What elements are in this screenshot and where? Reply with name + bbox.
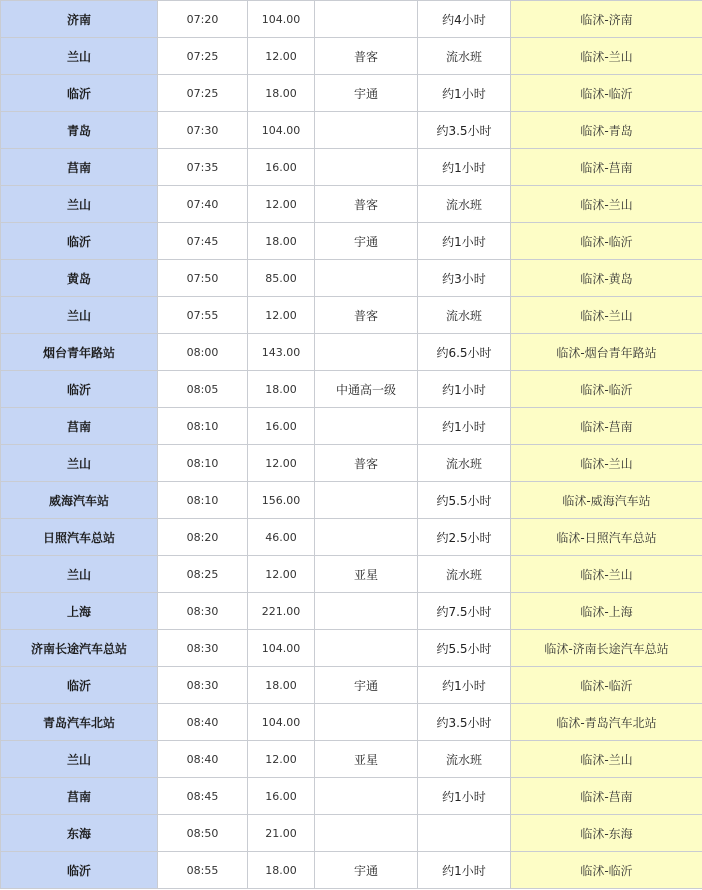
fare-cell: 104.00 (248, 630, 315, 667)
route-cell: 临沭-东海 (511, 815, 702, 852)
fare-cell: 104.00 (248, 704, 315, 741)
destination-cell: 兰山 (1, 445, 158, 482)
route-cell: 临沭-临沂 (511, 371, 702, 408)
departure-time-cell: 08:25 (158, 556, 248, 593)
bus-type-cell: 亚星 (315, 741, 418, 778)
fare-cell: 156.00 (248, 482, 315, 519)
duration-cell (418, 815, 511, 852)
schedule-body (1, 1, 702, 889)
bus-type-cell (315, 408, 418, 445)
table-row (1, 75, 702, 112)
departure-time-cell: 08:10 (158, 408, 248, 445)
destination-cell: 兰山 (1, 556, 158, 593)
duration-cell: 约1小时 (418, 75, 511, 112)
departure-time-cell: 07:25 (158, 38, 248, 75)
bus-type-cell: 普客 (315, 445, 418, 482)
bus-type-cell (315, 334, 418, 371)
duration-cell: 约1小时 (418, 852, 511, 889)
bus-type-cell: 宇通 (315, 667, 418, 704)
table-row (1, 297, 702, 334)
departure-time-cell: 07:50 (158, 260, 248, 297)
destination-cell: 临沂 (1, 667, 158, 704)
fare-cell: 18.00 (248, 852, 315, 889)
table-row (1, 1, 702, 38)
bus-type-cell (315, 112, 418, 149)
fare-cell: 12.00 (248, 445, 315, 482)
duration-cell: 约1小时 (418, 223, 511, 260)
bus-type-cell: 亚星 (315, 556, 418, 593)
fare-cell: 16.00 (248, 778, 315, 815)
table-row (1, 815, 702, 852)
duration-cell: 约6.5小时 (418, 334, 511, 371)
duration-cell: 约7.5小时 (418, 593, 511, 630)
destination-cell: 莒南 (1, 778, 158, 815)
duration-cell: 流水班 (418, 38, 511, 75)
destination-cell: 临沂 (1, 852, 158, 889)
departure-time-cell: 08:00 (158, 334, 248, 371)
fare-cell: 12.00 (248, 741, 315, 778)
route-cell: 临沭-莒南 (511, 778, 702, 815)
departure-time-cell: 08:30 (158, 593, 248, 630)
route-cell: 临沭-青岛 (511, 112, 702, 149)
route-cell: 临沭-兰山 (511, 38, 702, 75)
bus-type-cell (315, 482, 418, 519)
departure-time-cell: 07:40 (158, 186, 248, 223)
fare-cell: 12.00 (248, 556, 315, 593)
destination-cell: 烟台青年路站 (1, 334, 158, 371)
departure-time-cell: 08:30 (158, 630, 248, 667)
bus-type-cell: 宇通 (315, 75, 418, 112)
bus-type-cell (315, 630, 418, 667)
departure-time-cell: 07:25 (158, 75, 248, 112)
fare-cell: 21.00 (248, 815, 315, 852)
route-cell: 临沭-兰山 (511, 556, 702, 593)
route-cell: 临沭-临沂 (511, 852, 702, 889)
duration-cell: 约1小时 (418, 371, 511, 408)
bus-type-cell (315, 815, 418, 852)
fare-cell: 12.00 (248, 297, 315, 334)
departure-time-cell: 08:05 (158, 371, 248, 408)
fare-cell: 104.00 (248, 1, 315, 38)
destination-cell: 莒南 (1, 149, 158, 186)
route-cell: 临沭-临沂 (511, 223, 702, 260)
route-cell: 临沭-兰山 (511, 741, 702, 778)
route-cell: 临沭-临沂 (511, 667, 702, 704)
fare-cell: 18.00 (248, 75, 315, 112)
departure-time-cell: 08:20 (158, 519, 248, 556)
duration-cell: 流水班 (418, 741, 511, 778)
duration-cell: 约1小时 (418, 667, 511, 704)
bus-type-cell: 宇通 (315, 852, 418, 889)
fare-cell: 18.00 (248, 223, 315, 260)
route-cell: 临沭-兰山 (511, 445, 702, 482)
route-cell: 临沭-上海 (511, 593, 702, 630)
departure-time-cell: 07:20 (158, 1, 248, 38)
table-row (1, 223, 702, 260)
departure-time-cell: 08:10 (158, 482, 248, 519)
table-row (1, 852, 702, 889)
destination-cell: 日照汽车总站 (1, 519, 158, 556)
table-row (1, 593, 702, 630)
bus-type-cell: 普客 (315, 186, 418, 223)
table-row (1, 445, 702, 482)
destination-cell: 青岛 (1, 112, 158, 149)
table-row (1, 334, 702, 371)
duration-cell: 约3.5小时 (418, 704, 511, 741)
table-row (1, 556, 702, 593)
destination-cell: 临沂 (1, 371, 158, 408)
route-cell: 临沭-莒南 (511, 149, 702, 186)
route-cell: 临沭-青岛汽车北站 (511, 704, 702, 741)
table-row (1, 149, 702, 186)
fare-cell: 16.00 (248, 408, 315, 445)
duration-cell: 约5.5小时 (418, 482, 511, 519)
duration-cell: 约1小时 (418, 408, 511, 445)
bus-type-cell (315, 149, 418, 186)
departure-time-cell: 08:50 (158, 815, 248, 852)
duration-cell: 约2.5小时 (418, 519, 511, 556)
destination-cell: 济南 (1, 1, 158, 38)
table-row (1, 371, 702, 408)
duration-cell: 流水班 (418, 297, 511, 334)
table-row (1, 186, 702, 223)
fare-cell: 46.00 (248, 519, 315, 556)
departure-time-cell: 07:35 (158, 149, 248, 186)
bus-type-cell: 普客 (315, 38, 418, 75)
departure-time-cell: 08:45 (158, 778, 248, 815)
duration-cell: 流水班 (418, 186, 511, 223)
table-row (1, 260, 702, 297)
fare-cell: 12.00 (248, 186, 315, 223)
bus-type-cell: 普客 (315, 297, 418, 334)
fare-cell: 18.00 (248, 371, 315, 408)
route-cell: 临沭-兰山 (511, 186, 702, 223)
departure-time-cell: 08:55 (158, 852, 248, 889)
table-row (1, 482, 702, 519)
table-row (1, 408, 702, 445)
table-row (1, 38, 702, 75)
table-row (1, 667, 702, 704)
destination-cell: 莒南 (1, 408, 158, 445)
destination-cell: 青岛汽车北站 (1, 704, 158, 741)
departure-time-cell: 08:40 (158, 704, 248, 741)
table-row (1, 630, 702, 667)
route-cell: 临沭-临沂 (511, 75, 702, 112)
destination-cell: 上海 (1, 593, 158, 630)
table-row (1, 704, 702, 741)
departure-time-cell: 07:30 (158, 112, 248, 149)
destination-cell: 济南长途汽车总站 (1, 630, 158, 667)
destination-cell: 兰山 (1, 297, 158, 334)
duration-cell: 流水班 (418, 556, 511, 593)
duration-cell: 约3.5小时 (418, 112, 511, 149)
departure-time-cell: 08:10 (158, 445, 248, 482)
duration-cell: 约1小时 (418, 778, 511, 815)
duration-cell: 约3小时 (418, 260, 511, 297)
destination-cell: 黄岛 (1, 260, 158, 297)
fare-cell: 12.00 (248, 38, 315, 75)
duration-cell: 约5.5小时 (418, 630, 511, 667)
fare-cell: 18.00 (248, 667, 315, 704)
duration-cell: 流水班 (418, 445, 511, 482)
bus-type-cell (315, 778, 418, 815)
table-row (1, 741, 702, 778)
bus-type-cell: 中通高一级 (315, 371, 418, 408)
route-cell: 临沭-莒南 (511, 408, 702, 445)
bus-type-cell (315, 519, 418, 556)
departure-time-cell: 08:30 (158, 667, 248, 704)
destination-cell: 兰山 (1, 38, 158, 75)
duration-cell: 约4小时 (418, 1, 511, 38)
destination-cell: 兰山 (1, 741, 158, 778)
destination-cell: 东海 (1, 815, 158, 852)
route-cell: 临沭-烟台青年路站 (511, 334, 702, 371)
route-cell: 临沭-黄岛 (511, 260, 702, 297)
fare-cell: 221.00 (248, 593, 315, 630)
table-row (1, 519, 702, 556)
route-cell: 临沭-济南长途汽车总站 (511, 630, 702, 667)
destination-cell: 临沂 (1, 75, 158, 112)
departure-time-cell: 07:55 (158, 297, 248, 334)
bus-type-cell (315, 593, 418, 630)
route-cell: 临沭-日照汽车总站 (511, 519, 702, 556)
destination-cell: 威海汽车站 (1, 482, 158, 519)
destination-cell: 兰山 (1, 186, 158, 223)
route-cell: 临沭-兰山 (511, 297, 702, 334)
fare-cell: 143.00 (248, 334, 315, 371)
fare-cell: 85.00 (248, 260, 315, 297)
duration-cell: 约1小时 (418, 149, 511, 186)
bus-type-cell (315, 704, 418, 741)
bus-type-cell (315, 260, 418, 297)
departure-time-cell: 07:45 (158, 223, 248, 260)
table-row (1, 778, 702, 815)
table-row (1, 112, 702, 149)
route-cell: 临沭-威海汽车站 (511, 482, 702, 519)
fare-cell: 16.00 (248, 149, 315, 186)
fare-cell: 104.00 (248, 112, 315, 149)
bus-type-cell: 宇通 (315, 223, 418, 260)
destination-cell: 临沂 (1, 223, 158, 260)
departure-time-cell: 08:40 (158, 741, 248, 778)
bus-type-cell (315, 1, 418, 38)
route-cell: 临沭-济南 (511, 1, 702, 38)
